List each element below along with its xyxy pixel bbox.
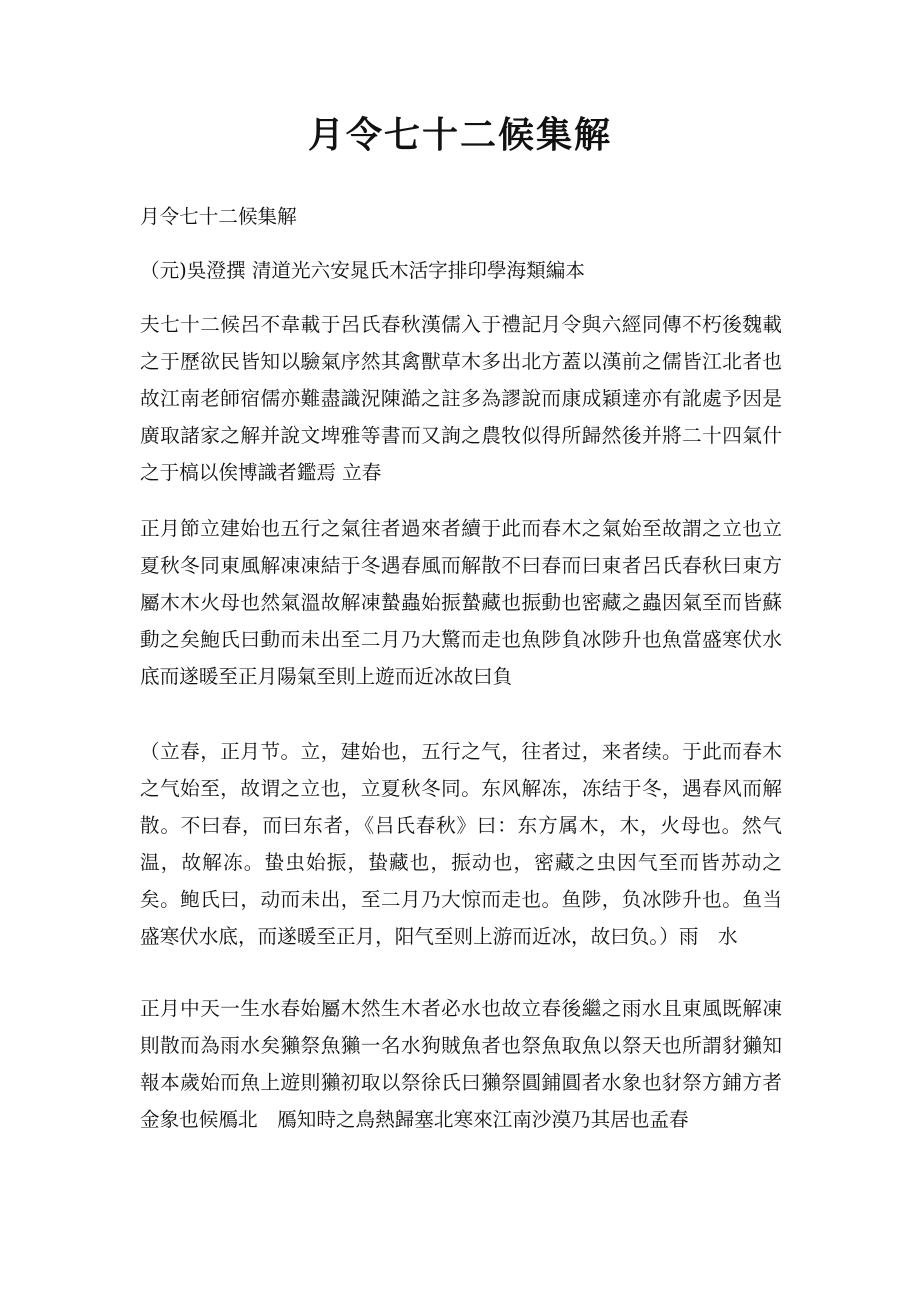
author-line: （元)吳澄撰 清道光六安晁氏木活字排印學海類編本 [140, 259, 585, 282]
document-title: 月令七十二候集解 [307, 115, 612, 156]
paragraph-lichun-traditional: 正月節立建始也五行之氣往者過來者續于此而春木之氣始至故謂之立也立夏秋冬同東風解凍凍結于冬遇春風而解散不曰春而曰東者呂氏春秋曰東方屬木木火母也然氣溫故解凍蟄蟲始振蟄藏也振動也密藏之蟲因氣至而皆蘇動之矣鮑氏曰動而未出至二月乃大驚而走也魚陟負冰陟升也魚當盛寒伏水底而遂暖至正月陽氣至則上遊而近冰故曰負 [140, 517, 782, 688]
document-subtitle: 月令七十二候集解 [140, 205, 297, 228]
paragraph-preface: 夫七十二候呂不韋載于呂氏春秋漢儒入于禮記月令與六經同傳不朽後魏載之于歷欲民皆知以驗氣序然其禽獸草木多出北方蓋以漢前之儒皆江北者也故江南老師宿儒亦難盡識況陳澔之註多為謬說而康成穎達亦有訛處予因是廣取諸家之解并說文埤雅等書而又詢之農牧似得所歸然後并將二十四氣什之于槁以俟博識者鑑焉 立春 [140, 313, 782, 484]
paragraph-lichun-simplified: （立春，正月节。立，建始也，五行之气，往者过，来者续。于此而春木之气始至，故谓之立也，立夏秋冬同。东风解冻，冻结于冬，遇春风而解散。不曰春，而曰东者，《吕氏春秋》曰：东方属木，木，火母也。然气温，故解冻。蛰虫始振，蛰藏也，振动也，密藏之虫因气至而皆苏动之矣。鲍氏曰，动而未出，至二月乃大惊而走也。鱼陟，负冰陟升也。鱼当盛寒伏水底，而遂暖至正月，阳气至则上游而近冰，故曰负。）雨 水 [140, 740, 782, 948]
paragraph-yushui: 正月中天一生水春始屬木然生木者必水也故立春後繼之雨水且東風既解凍則散而為雨水矣獺祭魚獺一名水狗賊魚者也祭魚取魚以祭天也所謂豺獺知報本歲始而魚上遊則獺初取以祭徐氏曰獺祭圓鋪圓者水象也豺祭方鋪方者金象也候鴈北 鴈知時之鳥熱歸塞北寒來江南沙漠乃其居也孟春 [140, 997, 782, 1131]
